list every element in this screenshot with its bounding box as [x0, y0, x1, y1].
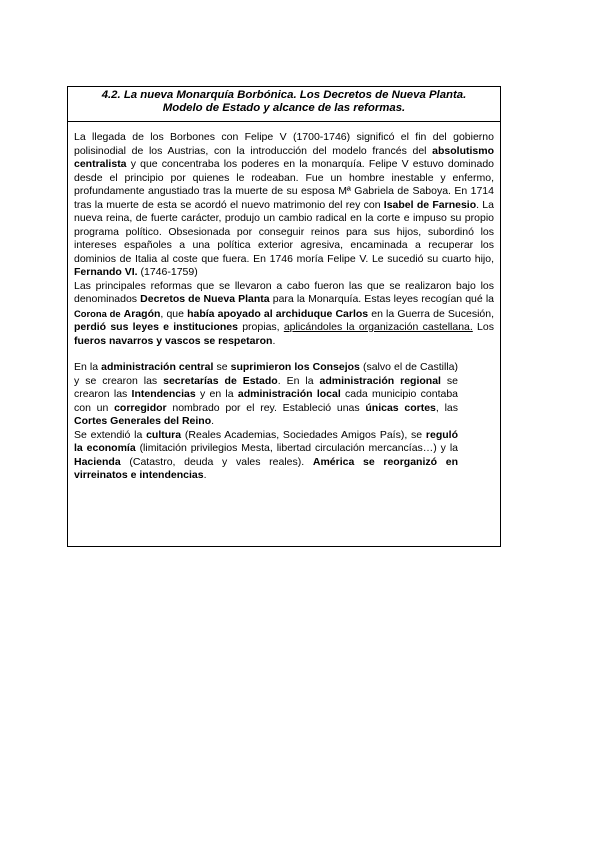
text: (Catastro, deuda y vales reales).	[120, 455, 313, 468]
text: .	[203, 469, 207, 481]
text: , las	[435, 401, 458, 414]
paragraph-administracion	[74, 361, 458, 429]
text: (limitación privilegios Mesta, libertad circulación mercancías…) y la	[135, 442, 458, 454]
text: en la Guerra de Sucesión,	[368, 307, 494, 320]
bold-term: suprimieron los Consejos	[230, 361, 360, 373]
text: . La nueva reina, de fuerte carácter, produjo un cambio radical en la corte e impuso su propio programa político. Obsesionada por conseguir reinos para sus hijos, subordinó los intereses españoles a una política exterior agresiva, encaminada a recuperar los dominios de Italia al coste que fuera. En 1746 moría Felipe V. Le sucedió su cuarto hijo,	[74, 198, 494, 265]
reforms-block	[74, 361, 458, 483]
bold-term: únicas cortes	[365, 401, 436, 414]
bold-term: corregidor	[114, 401, 167, 414]
bold-term: Corona de	[74, 307, 121, 319]
text: nombrado por el rey. Estableció unas	[166, 401, 366, 414]
bold-term: Fernando VI.	[74, 266, 138, 278]
bold-term: Decretos de Nueva Planta	[140, 293, 270, 305]
bold-term: secretarías de Estado	[163, 374, 278, 387]
text: propias,	[237, 321, 284, 333]
bold-term: Intendencias	[131, 388, 196, 400]
paragraph-cultura-economia	[74, 429, 458, 483]
text: y en la	[195, 388, 238, 400]
content-box	[67, 86, 501, 547]
bold-term: reguló la economía	[74, 428, 459, 454]
bold-term: absolutismo centralista	[74, 144, 494, 170]
section-title	[68, 87, 500, 122]
text: , que	[160, 307, 188, 320]
bold-term: cultura	[146, 428, 182, 441]
paragraph-felipe-v	[74, 131, 494, 280]
text: Los	[472, 321, 494, 333]
text: Se extendió la	[74, 428, 147, 441]
bold-term: perdió sus leyes e instituciones	[74, 321, 238, 333]
bold-term: Isabel de Farnesio	[383, 198, 477, 211]
bold-term: Aragón	[123, 307, 161, 320]
text: para la Monarquía. Estas leyes recogían qué la	[269, 293, 495, 305]
text: (salvo el de Castilla) y se crearon las	[74, 361, 458, 387]
text: cada municipio contaba con un	[74, 388, 459, 414]
bold-term: había apoyado al archiduque Carlos	[187, 307, 369, 320]
text: . En la	[277, 374, 320, 387]
bold-term: Hacienda	[74, 455, 121, 468]
bold-term: administración local	[237, 388, 341, 400]
text: se crearon las	[74, 374, 458, 400]
text: (1746-1759)	[137, 266, 198, 278]
bold-term: fueros navarros y vascos se respetaron	[74, 334, 273, 347]
text: .	[211, 415, 215, 427]
bold-term: administración regional	[319, 374, 441, 387]
bold-term: administración central	[101, 361, 214, 373]
title-line-2: Modelo de Estado y alcance de las reformas.	[162, 102, 406, 114]
text: se	[213, 361, 231, 373]
text: La llegada de los Borbones con Felipe V (1700-1746) significó el fin del gobierno polisinodial de los Austrias, con la introducción del modelo francés del	[74, 131, 494, 157]
text: En la	[74, 361, 102, 373]
bold-term: Cortes Generales del Reino	[74, 415, 212, 427]
paragraph-decretos	[74, 280, 494, 349]
text: y que concentraba los poderes en la monarquía. Felipe V estuvo dominado desde el principio por quienes le rodeaban. Fue un hombre inestable y enfermo, profundamente angustiado tras la muerte de su esposa Mª Gabriela de Saboya. En 1714 tras la muerte de esta se acordó el nuevo matrimonio del rey con	[74, 158, 494, 211]
body-text	[68, 122, 500, 483]
text: Las principales reformas que se llevaron a cabo fueron las que se realizaron bajo los denominados	[74, 279, 494, 305]
underlined-text: aplicándoles la organización castellana.	[283, 321, 473, 333]
title-line-1: 4.2. La nueva Monarquía Borbónica. Los Decretos de Nueva Planta.	[101, 89, 467, 101]
bold-term: América se reorganizó en virreinatos e intendencias	[74, 455, 458, 481]
text: .	[272, 334, 276, 347]
text: (Reales Academias, Sociedades Amigos País), se	[181, 428, 426, 441]
